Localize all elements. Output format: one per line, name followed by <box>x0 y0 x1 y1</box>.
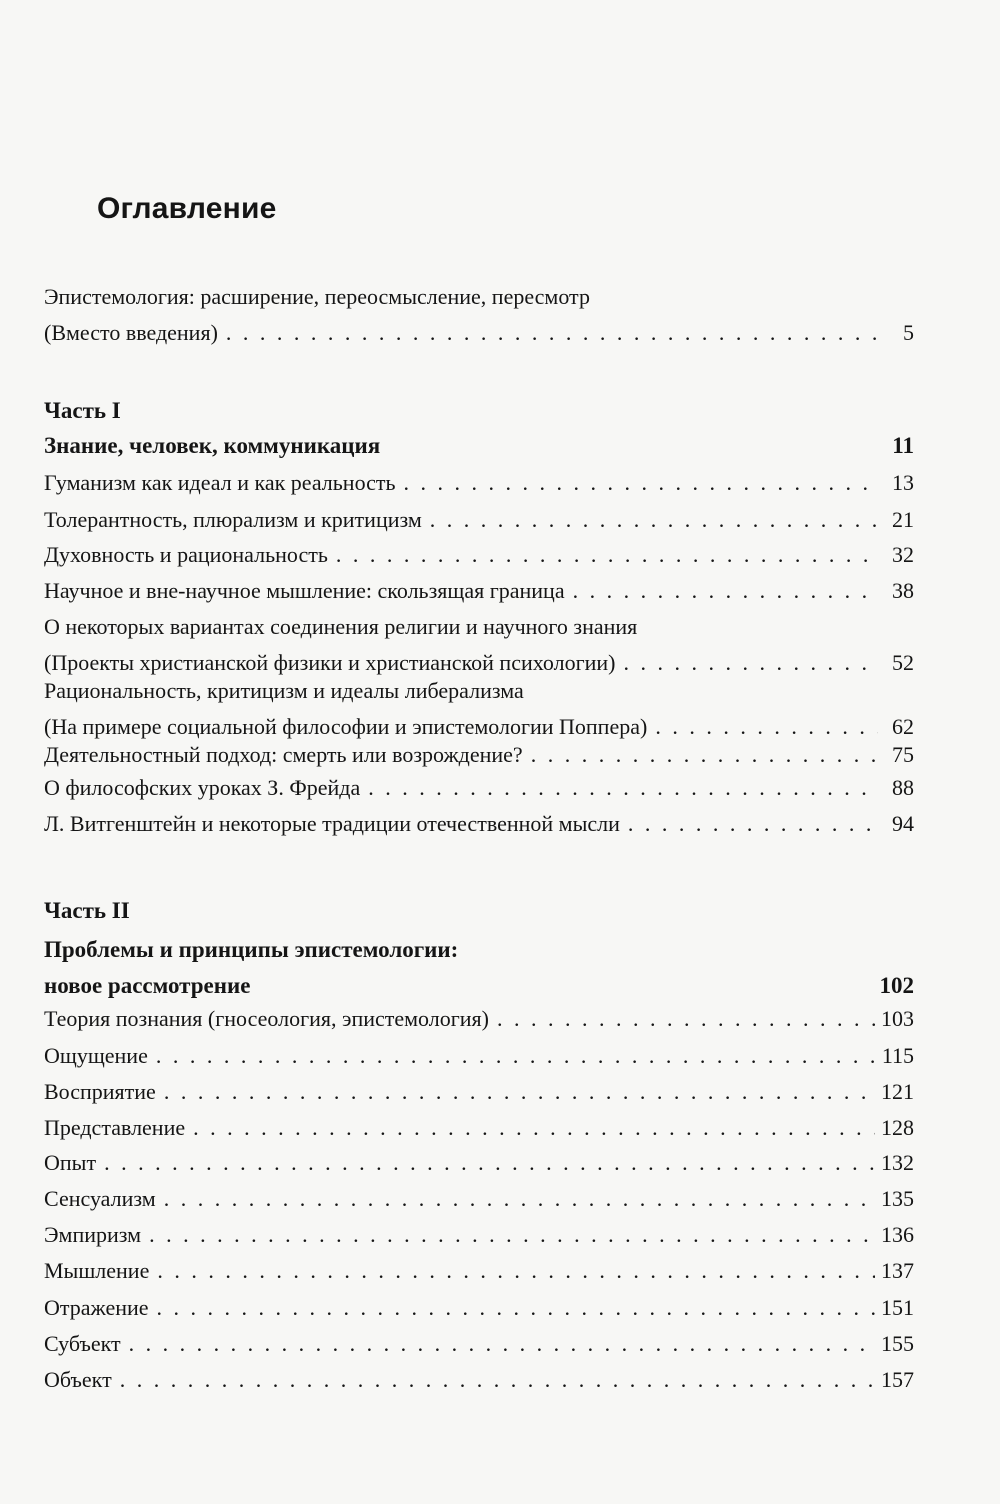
entry-page: 88 <box>892 775 914 800</box>
toc-entry[interactable] <box>44 1001 914 1037</box>
part2-title-line1: Проблемы и принципы эпистемологии: <box>44 937 459 962</box>
entry-title: Ощущение <box>44 1043 148 1068</box>
entry-page: 13 <box>892 470 914 495</box>
toc-entry[interactable] <box>44 1074 914 1110</box>
leader-dots <box>336 537 878 573</box>
toc-entry-part2-title[interactable] <box>44 932 914 1004</box>
toc-entry[interactable] <box>44 465 914 501</box>
entry-page: 32 <box>892 542 914 567</box>
leader-dots <box>157 1253 875 1289</box>
part2-title-line2: новое рассмотрение <box>44 973 251 998</box>
toc-entry[interactable] <box>44 770 914 806</box>
leader-dots <box>129 1326 875 1362</box>
toc-heading: Оглавление <box>97 192 277 225</box>
entry-page: 151 <box>881 1295 914 1320</box>
toc-entry[interactable] <box>44 537 914 573</box>
entry-title: Теория познания (гносеология, эпистемология) <box>44 1006 489 1031</box>
entry-page: 136 <box>881 1222 914 1247</box>
entry-page: 52 <box>892 650 914 675</box>
entry-page: 155 <box>881 1331 914 1356</box>
toc-entry[interactable] <box>44 1145 914 1181</box>
toc-entry[interactable] <box>44 502 914 538</box>
entry-page: 38 <box>892 578 914 603</box>
entry-page: 135 <box>881 1186 914 1211</box>
toc-entry[interactable] <box>44 1326 914 1362</box>
toc-entry[interactable] <box>44 1217 914 1253</box>
toc-entry[interactable] <box>44 1362 914 1398</box>
entry-page: 128 <box>881 1115 914 1140</box>
entry-title: Духовность и рациональность <box>44 542 328 567</box>
leader-dots <box>497 1001 875 1037</box>
toc-entry[interactable] <box>44 1290 914 1326</box>
leader-dots <box>193 1110 875 1146</box>
leader-dots <box>404 465 878 501</box>
entry-title-line2: (Вместо введения) <box>44 320 218 345</box>
entry-title-line1: Рациональность, критицизм и идеалы либерализма <box>44 678 524 703</box>
leader-dots <box>226 315 878 351</box>
leader-dots <box>531 737 878 773</box>
part1-page: 11 <box>892 433 914 458</box>
entry-title: Эмпиризм <box>44 1222 142 1247</box>
toc-entry[interactable] <box>44 1181 914 1217</box>
entry-title: Сенсуализм <box>44 1186 156 1211</box>
entry-title-line2: (Проекты христианской физики и христианской психологии) <box>44 650 616 675</box>
leader-dots <box>368 770 878 806</box>
entry-page: 5 <box>903 320 914 345</box>
toc-entry-intro[interactable] <box>44 279 914 351</box>
leader-dots <box>164 1074 875 1110</box>
leader-dots <box>430 502 878 538</box>
leader-dots <box>149 1217 875 1253</box>
entry-title: Опыт <box>44 1150 97 1175</box>
entry-page: 157 <box>881 1367 914 1392</box>
part2-page: 102 <box>879 973 914 998</box>
entry-title: О философских уроках З. Фрейда <box>44 775 361 800</box>
part2-label: Часть II <box>44 898 130 923</box>
entry-title-line2: (На примере социальной философии и эпистемологии Поппера) <box>44 714 648 739</box>
toc-entry[interactable] <box>44 737 914 773</box>
leader-dots <box>104 1145 875 1181</box>
toc-entry[interactable] <box>44 1110 914 1146</box>
toc-entry[interactable] <box>44 1038 914 1074</box>
entry-page: 115 <box>881 1043 914 1068</box>
entry-title: Объект <box>44 1367 112 1392</box>
toc-entry[interactable] <box>44 1253 914 1289</box>
entry-title: Толерантность, плюрализм и критицизм <box>44 507 422 532</box>
entry-title: Субъект <box>44 1331 121 1356</box>
entry-page: 121 <box>881 1079 914 1104</box>
leader-dots <box>628 806 878 842</box>
entry-title-line1: О некоторых вариантах соединения религии и научного знания <box>44 614 638 639</box>
entry-title: Научное и вне-научное мышление: скользящая граница <box>44 578 565 603</box>
entry-page: 62 <box>892 714 914 739</box>
part1-label: Часть I <box>44 398 121 423</box>
entry-title: Гуманизм как идеал и как реальность <box>44 470 396 495</box>
entry-page: 94 <box>892 811 914 836</box>
entry-title: Отражение <box>44 1295 149 1320</box>
toc-entry-part1-title[interactable] <box>44 428 914 464</box>
part1-title: Знание, человек, коммуникация <box>44 433 381 458</box>
entry-title: Деятельностный подход: смерть или возрождение? <box>44 742 523 767</box>
toc-entry[interactable] <box>44 673 914 745</box>
entry-page: 75 <box>892 742 914 767</box>
entry-title: Представление <box>44 1115 186 1140</box>
entry-page: 137 <box>881 1258 914 1283</box>
leader-dots <box>573 573 878 609</box>
entry-page: 21 <box>892 507 914 532</box>
leader-dots <box>164 1181 875 1217</box>
entry-title: Мышление <box>44 1258 150 1283</box>
entry-page: 103 <box>881 1006 914 1031</box>
toc-entry[interactable] <box>44 609 914 681</box>
leader-dots <box>156 1038 876 1074</box>
entry-page: 132 <box>881 1150 914 1175</box>
toc-entry[interactable] <box>44 806 914 842</box>
toc-entry[interactable] <box>44 573 914 609</box>
entry-title-line1: Эпистемология: расширение, переосмысление, пересмотр <box>44 284 590 309</box>
entry-title: Восприятие <box>44 1079 156 1104</box>
leader-dots <box>120 1362 875 1398</box>
leader-dots <box>157 1290 875 1326</box>
entry-title: Л. Витгенштейн и некоторые традиции отечественной мысли <box>44 811 620 836</box>
